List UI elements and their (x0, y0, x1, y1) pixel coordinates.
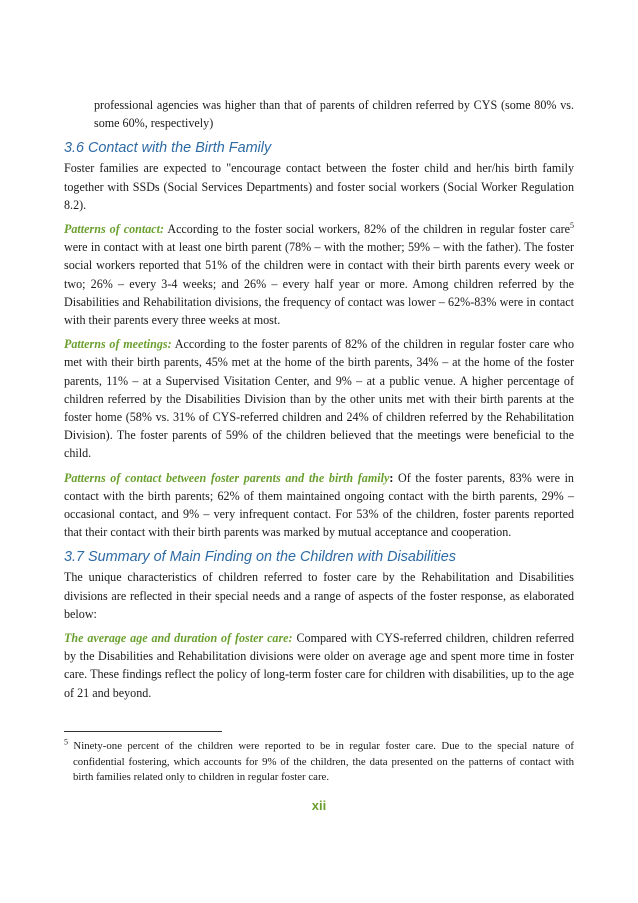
footnote-5 (64, 739, 574, 786)
patterns-of-contact-lead: Patterns of contact: (64, 222, 165, 237)
section-3-6-intro: Foster families are expected to "encourage contact between the foster child and her/his birth family together with SSDs (Social Services Departments) and foster social workers (Social Worker Regulation 8.2). (64, 161, 574, 212)
patterns-of-contact-paragraph (64, 220, 574, 329)
patterns-of-contact-text-a: According to the foster social workers, 82% of the children in regular foster care (164, 222, 570, 237)
patterns-of-meetings-text: According to the foster parents of 82% of the children in regular foster care who met with their birth parents, 45% met at the home of the birth parents, 34% – at the home of the foster parents, 11% – at a Supervised Visitation Center, and 9% – at a public venue. A higher percentage of children referred by the Disabilities Division than by the other units met with their birth parents at the foster home (58% vs. 31% of CYS-referred children and 24% of children referred by the Rehabilitation Division). The foster parents of 59% of the children believed that the meetings were beneficial to the child. (64, 337, 574, 461)
foster-birth-contact-lead: Patterns of contact between foster parents and the birth family (64, 470, 390, 485)
section-heading-3-6: 3.6 Contact with the Birth Family (64, 140, 272, 157)
footnote-body (64, 739, 574, 786)
footnote-text: Ninety-one percent of the children were reported to be in regular foster care. Due to the special nature of confidential fostering, which accounts for 9% of the children, the data presented on the patterns of contact with birth families related only to children in regular foster care. (68, 740, 574, 784)
footnote-ref-5[interactable]: 5 (570, 220, 574, 230)
foster-birth-contact-colon: : (389, 470, 394, 485)
continuation-paragraph: professional agencies was higher than that of parents of children referred by CYS (some 80% vs. some 60%, respectively) (94, 98, 574, 131)
foster-birth-contact-text: Of the foster parents, 83% were in contact with the birth parents; 62% of them maintained ongoing contact with the birth parents, 29% – occasional contact, and 9% – very infrequent contact. For 53% of the children, foster parents reported that their contact with their birth parents was marked by mutual acceptance and cooperation. (64, 470, 574, 540)
section-3-7-intro: The unique characteristics of children referred to foster care by the Rehabilitation and Disabilities divisions are reflected in their special needs and a range of aspects of the foster response, as elaborated below: (64, 570, 574, 621)
foster-birth-contact-paragraph (64, 469, 574, 542)
page-body (64, 96, 574, 708)
patterns-of-meetings-lead: Patterns of meetings: (64, 337, 172, 352)
patterns-of-contact-text-b: were in contact with at least one birth parent (78% – with the mother; 59% – with the father). The foster social workers reported that 51% of the children were in contact with their birth parents every week or two; 26% – every 3-4 weeks; and 26% – every half year or more. Among children referred by the Disabilities and Rehabilitation divisions, the frequency of contact was lower – 62%-83% were in contact with their parents every three weeks at most. (64, 240, 574, 328)
average-age-text: Compared with CYS-referred children, children referred by the Disabilities and Rehabilitation divisions were older on average age and spent more time in foster care. These findings reflect the policy of long-term foster care for children with disabilities, up to the age of 21 and beyond. (64, 631, 574, 700)
page-number: xii (311, 798, 327, 813)
average-age-lead: The average age and duration of foster care: (64, 631, 293, 646)
average-age-paragraph (64, 629, 574, 702)
footnote-number: 5 (64, 737, 68, 747)
footnote-divider (64, 731, 222, 732)
patterns-of-meetings-paragraph (64, 335, 574, 462)
section-heading-3-7: 3.7 Summary of Main Finding on the Children with Disabilities (64, 549, 456, 566)
